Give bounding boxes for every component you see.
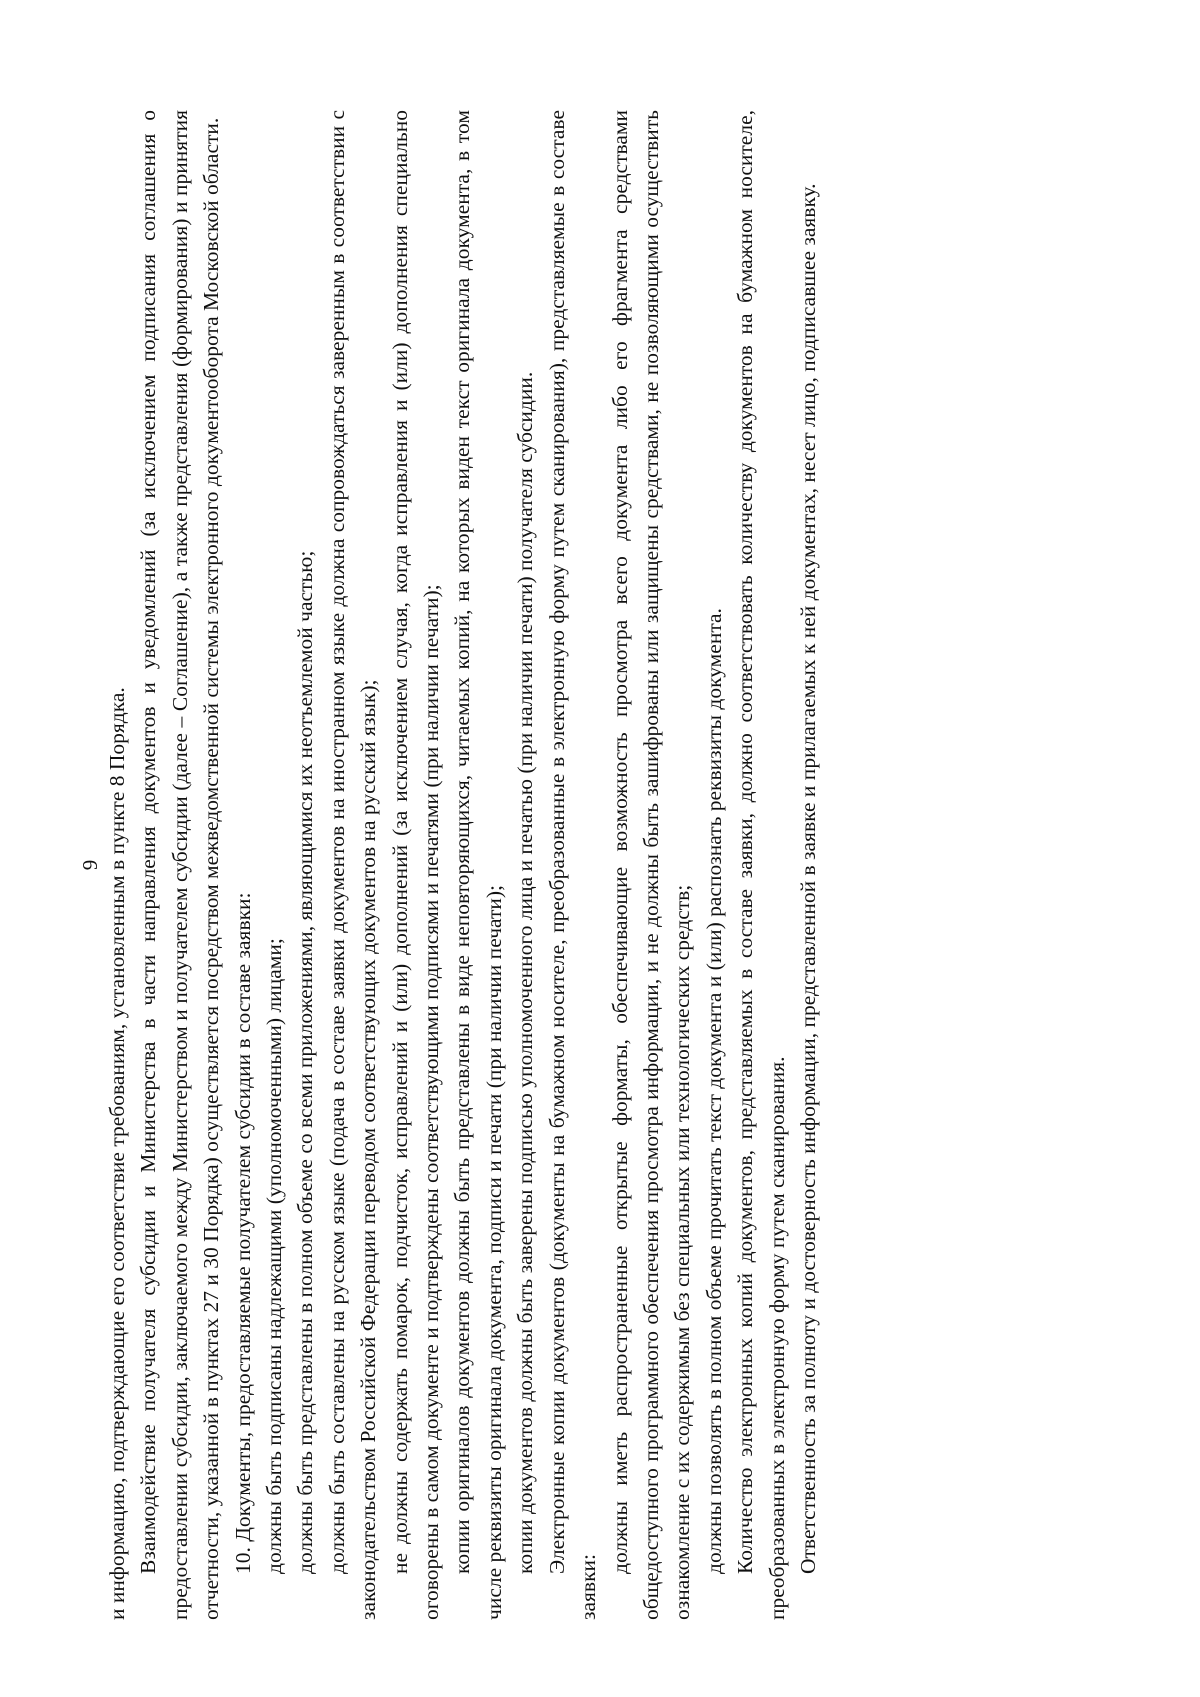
paragraph-section-10: 10. Документы, предоставляемые получателем субсидии в составе заявки: bbox=[230, 892, 255, 1574]
list-item-no-corrections: не должны содержать помарок, подчисток, исправлений и (или) дополнений (за исключением случая, когда исправления и (или) дополнения специально оговорены в самом документе и подтверждены соответствующими подписями и печатями (при наличии печати); bbox=[387, 110, 444, 1620]
list-item-readable-text: должны позволять в полном объеме прочитать текст документа и (или) распознать реквизиты документа. bbox=[701, 608, 726, 1574]
page-number: 9 bbox=[78, 859, 102, 871]
list-item-copies-certified: копии документов должны быть заверены подписью уполномоченного лица и печатью (при наличии печати) получателя субсидии. bbox=[513, 371, 538, 1574]
paragraph-copies-count: Количество электронных копий документов, представляемых в составе заявки, должно соответствовать количеству документов на бумажном носителе, преобразованных в электронную форму путем сканирования. bbox=[733, 110, 789, 1620]
paragraph-interaction: Взаимодействие получателя субсидии и Министерства в части направления документов и уведомлений (за исключением подписания соглашения о предоставлении субсидии, заключаемого между Министерством и получателем субсидии (далее – Соглашение), а также представления (формирования) и принятия отчетности, указанной в пунктах 27 и 30 Порядка) осуществляется посредством межведомственной системы электронного документооборота Московской области. bbox=[136, 110, 224, 1620]
list-item-signed: должны быть подписаны надлежащими (уполномоченными) лицами; bbox=[262, 938, 287, 1574]
list-item-russian-language: должны быть составлены на русском языке (подача в составе заявки документов на иностранном языке должна сопровождаться заверенным в соответствии с законодательством Российской Федерации переводом соответствующих документов на русский язык); bbox=[324, 110, 381, 1620]
paragraph-intro: и информацию, подтверждающие его соответствие требованиям, установленным в пункте 8 Порядка. bbox=[105, 687, 129, 1620]
list-item-complete: должны быть представлены в полном объеме со всеми приложениями, являющимися их неотъемлемой частью; bbox=[293, 550, 318, 1574]
list-item-open-formats: должны иметь распространенные открытые форматы, обеспечивающие возможность просмотра всего документа либо его фрагмента средствами общедоступного программного обеспечения просмотра информации, и не должны быть зашифрованы или защищены средствами, не позволяющими осуществить ознакомление с их содержимым без специальных или технологических средств; bbox=[607, 110, 695, 1620]
document-page bbox=[78, 110, 1058, 1620]
list-item-copies-readable: копии оригиналов документов должны быть представлены в виде неповторяющихся, читаемых копий, на которых виден текст оригинала документа, в том числе реквизиты оригинала документа, подписи и печати (при наличии печати); bbox=[450, 110, 506, 1620]
paragraph-responsibility: Ответственность за полноту и достоверность информации, представленной в заявке и прилагаемых к ней документах, несет лицо, подписавшее заявку. bbox=[795, 183, 820, 1574]
document-body bbox=[102, 110, 824, 1620]
paragraph-electronic-copies: Электронные копии документов (документы на бумажном носителе, преобразованные в электронную форму путем сканирования), представляемые в составе заявки: bbox=[544, 110, 601, 1620]
